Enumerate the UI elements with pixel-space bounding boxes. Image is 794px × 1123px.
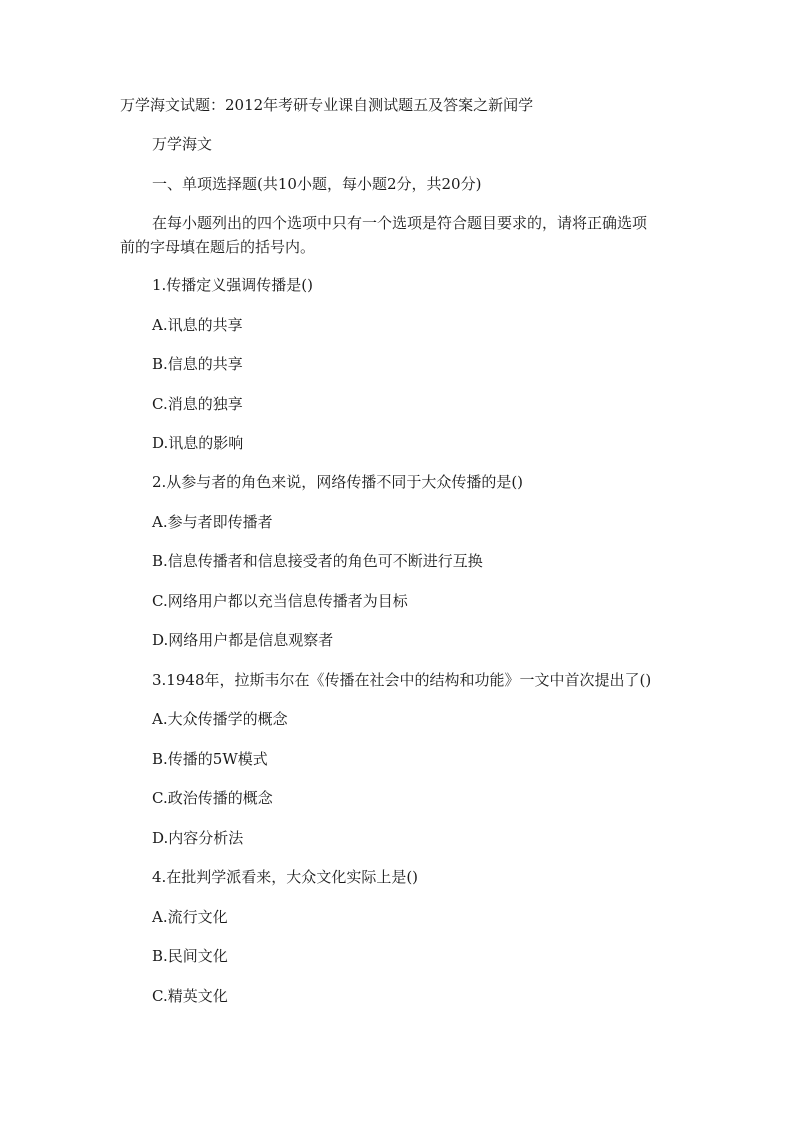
question-option: C.网络用户都以充当信息传播者为目标 xyxy=(152,592,408,610)
question-option: B.信息的共享 xyxy=(152,355,243,373)
instructions-line-2: 前的字母填在题后的括号内。 xyxy=(120,238,316,256)
question-option: A.大众传播学的概念 xyxy=(152,710,288,728)
document-author: 万学海文 xyxy=(152,135,213,153)
question-option: D.讯息的影响 xyxy=(152,434,244,452)
document-title: 万学海文试题：2012年考研专业课自测试题五及答案之新闻学 xyxy=(120,96,534,114)
question-option: A.参与者即传播者 xyxy=(152,513,273,531)
question-stem: 2.从参与者的角色来说，网络传播不同于大众传播的是() xyxy=(152,473,524,491)
question-option: C.政治传播的概念 xyxy=(152,789,273,807)
question-option: D.网络用户都是信息观察者 xyxy=(152,631,334,649)
instructions-line-1: 在每小题列出的四个选项中只有一个选项是符合题目要求的，请将正确选项 xyxy=(152,214,648,232)
question-option: A.讯息的共享 xyxy=(152,316,243,334)
question-stem: 1.传播定义强调传播是() xyxy=(152,276,314,294)
question-option: C.消息的独享 xyxy=(152,395,243,413)
question-option: B.信息传播者和信息接受者的角色可不断进行互换 xyxy=(152,552,483,570)
question-option: A.流行文化 xyxy=(152,908,228,926)
question-option: C.精英文化 xyxy=(152,987,228,1005)
question-stem: 3.1948年，拉斯韦尔在《传播在社会中的结构和功能》一文中首次提出了() xyxy=(152,671,652,689)
question-stem: 4.在批判学派看来，大众文化实际上是() xyxy=(152,868,419,886)
question-option: B.民间文化 xyxy=(152,947,228,965)
question-option: D.内容分析法 xyxy=(152,829,244,847)
question-option: B.传播的5W模式 xyxy=(152,750,268,768)
section-heading: 一、单项选择题(共10小题，每小题2分，共20分) xyxy=(152,175,482,193)
